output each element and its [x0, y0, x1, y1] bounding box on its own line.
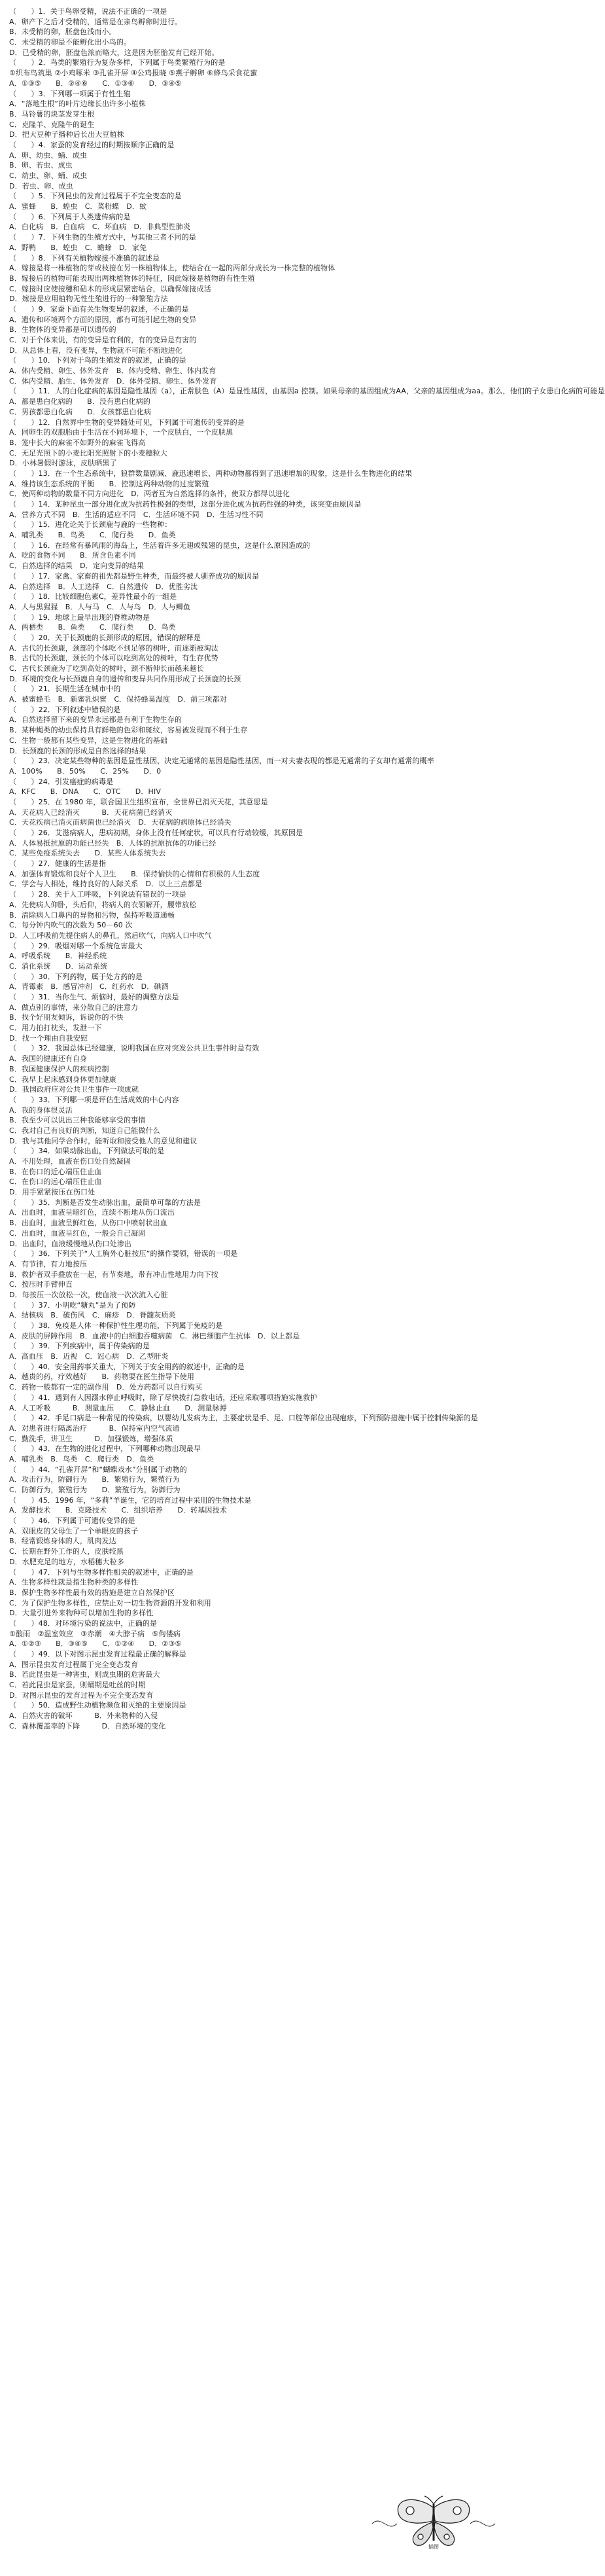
answer-option-line: A．100% B．50% C．25% D．0 [9, 766, 162, 776]
answer-option-line: A．我的身体很灵活 [9, 1105, 73, 1115]
question-stem: （ ）46．下列属于可遗传变异的是 [9, 1516, 135, 1526]
answer-option-line: A．古代的长颈鹿，颈部的个体吃不到足够的树叶，而逐渐被淘汰 [9, 643, 218, 653]
question-stem: （ ）40．安全用药事关重大，下列关于安全用药的叙述中，正确的是 [9, 1362, 245, 1371]
answer-option-line: D．嫁接是应用植物无性生殖进行的一种繁殖方法 [9, 295, 168, 304]
answer-option-line: D．出血时，血液缓慢地从伤口处渗出 [9, 1239, 132, 1248]
question-stem: （ ）6．下列属于人类遗传病的是 [9, 212, 131, 221]
answer-option-line: D．环境的变化与长颈鹿自身的遗传和变异共同作用形成了长颈鹿的长颈 [9, 674, 241, 683]
answer-option-line: D．人工呼吸前先提住病人的鼻孔，然后吹气，向病人口中吹气 [9, 931, 212, 940]
answer-option-line: D．小林暑假时游泳，皮肤晒黑了 [9, 459, 117, 468]
question-stem: （ ）9．家蚕下面有关生物变异的叙述，不正确的是 [9, 304, 189, 313]
answer-option-line: B．未受精的卵，胚盘色浅而小。 [9, 27, 116, 37]
question-stem: （ ）42．手足口病是一种常见的传染病，以婴幼儿发病为主，主要症状是手、足、口腔等部位出现疱疹，下列预防措施中属于控制传染源的是 [9, 1414, 478, 1423]
question-stem: （ ）5．下列昆虫的发育过程属于不完全变态的是 [9, 192, 182, 201]
answer-option-line: A．先使病人仰卧，头后仰，将病人的衣领解开，腰带放松 [9, 900, 197, 909]
answer-option-line: C．天花疾病已消灭而病菌也已经消灭 D．天花病的病原体已经消失 [9, 818, 232, 827]
answer-option-line: B．我至少可以说出三种我能够享受的事情 [9, 1116, 146, 1125]
answer-option-line: B．救护者双手叠放在一起，有节奏地，带有冲击性地用力向下按 [9, 1270, 218, 1279]
answer-option-line: D．用手紧紧按压在伤口处 [9, 1188, 95, 1197]
answer-option-line: C．用力拍打枕头，发泄一下 [9, 1024, 102, 1033]
question-stem: （ ）14．某种昆虫一部分进化成为抗药性极强的类型，这部分进化成为抗药性强的种类，该突变由原因是 [9, 500, 362, 509]
answer-option-line: C．按压时手臂伸直 [9, 1280, 73, 1289]
answer-option-line: A．维持该生态系统的平衡 B．控制这两种动物的过度繁殖 [9, 479, 209, 488]
answer-option-line: D．水肥充足的地方，水稻穗大粒多 [9, 1557, 124, 1566]
question-stem: （ ）16．在经常有暴风雨的海岛上，生活着许多无翅或残翅的昆虫，这是什么原因造成的 [9, 541, 311, 550]
answer-option-line: C．使两种动物的数量不同方向进化 D．两者互为自然选择的条件，使双方都得以进化 [9, 490, 290, 499]
answer-option-line: D．若虫、卵、成虫 [9, 181, 73, 190]
answer-option-line: A．营养方式不同 B．生活的适应不同 C．生活环境不同 D．生活习性不同 [9, 510, 264, 519]
answer-option-line: A．都是患白化病的 B．没有患白化病的 [9, 397, 151, 406]
answer-option-line: B．在伤口的近心端压住止血 [9, 1167, 102, 1176]
question-stem: （ ）33．下列哪一项是评估生活成效的中心内容 [9, 1095, 179, 1104]
question-list [9, 7, 605, 1732]
answer-option-line: A．①②③ B．③④⑤ C．①②④ D．②③⑤ [9, 1639, 182, 1649]
answer-option-line: A．自然灾害的破坏 B．外来物种的入侵 [9, 1711, 158, 1721]
answer-option-line: A．做点别的事情，来分散自己的注意力 [9, 1003, 139, 1012]
answer-option-line: D．每按压一次放松一次，使血液一次次流入心脏 [9, 1290, 168, 1299]
answer-option-line: B．若此昆虫是一种害虫，则成虫期的危害最大 [9, 1670, 160, 1679]
question-stem: （ ）44．“孔雀开屏”和“蝴蝶戏水”分别属于动物的 [9, 1465, 187, 1474]
answer-option-line: A．人工呼吸 B．测量血压 C．静脉止血 D．测量脉搏 [9, 1403, 227, 1412]
answer-option-line: A．吃的食物不同 B．所含色素不同 [9, 551, 136, 560]
question-stem: （ ）43．在生物的进化过程中，下列哪种动物出现最早 [9, 1444, 201, 1454]
answer-option-line: A．对患者进行隔离治疗 B．保持室内空气流通 [9, 1423, 180, 1433]
answer-option-line: C．我对自己有良好的判断，知道自己能做什么 [9, 1126, 160, 1135]
answer-option-line: C．无足光照下的小麦比阳光照射下的小麦穗粒大 [9, 448, 167, 457]
answer-option-line: D．我与其他同学合作时，能听取和接受他人的意见和建议 [9, 1136, 198, 1145]
question-stem: （ ）1．关于鸟卵受精，说法不正确的一项是 [9, 7, 167, 16]
answer-option-line: D．大量引进外来物种可以增加生物的多样性 [9, 1609, 154, 1618]
answer-option-line: B．我国健康保护人的疾病控制 [9, 1064, 109, 1073]
question-stem: （ ）20．关于长颈鹿的长颈形成的原因，错误的解释是 [9, 633, 201, 642]
question-stem: （ ）23．决定某些物种的基因是显性基因，决定无通常的基因是隐性基因，而一对夫妻表现的都是无通常的子女却有通常的概率 [9, 757, 434, 766]
question-stem: （ ）21．长期生活在城市中的 [9, 685, 121, 694]
answer-option-line: B．古代的长颈鹿，颈长的个体可以吃到高处的树叶，有生存优势 [9, 654, 218, 663]
answer-option-line: A．自然选择留下来的变异永远都是有利于生物生存的 [9, 715, 182, 724]
answer-option-line: C．某些免疫系统失去 D．某些人体系统失去 [9, 849, 166, 858]
answer-option-line: C．男孩都患白化病 D．女孩都患白化病 [9, 407, 152, 416]
answer-option-line: D．我国政府应对公共卫生事件一项成就 [9, 1085, 139, 1094]
question-stem: （ ）49．以下对图示昆虫发育过程最正确的解释是 [9, 1650, 186, 1658]
question-stem: （ ）24．引发癌症的病毒是 [9, 777, 114, 786]
answer-option-line: A．卵产下之后才受精的，通常是在亲鸟孵卵时进行。 [9, 17, 182, 26]
answer-option-line: A．攻击行为，防御行为 B．繁殖行为，繁殖行为 [9, 1475, 180, 1484]
answer-option-line: A．哺乳类 B．鸟类 C．爬行类 D．鱼类 [9, 1454, 154, 1463]
question-stem: （ ）19．地球上最早出现的脊椎动物是 [9, 613, 150, 622]
question-stem: （ ）11．人的白化症病的基因是隐性基因（a），正常肤色（A）是显性基因，由基因a 控制。如果母亲的基因组成为AA，父亲的基因组成为aa。那么，他们的子女患白化病的可能是 [9, 387, 605, 396]
answer-option-line: A．“落地生根”的叶片边缘长出许多小植株 [9, 99, 146, 109]
answer-option-line: A．自然选择 B．人工选择 C．自然遗传 D．优胜劣汰 [9, 582, 198, 591]
answer-option-line: A．生物多样性就是指生物种类的多样性 [9, 1578, 139, 1587]
answer-option-line: B．保护生物多样性最有效的措施是建立自然保护区 [9, 1588, 175, 1597]
question-stem: （ ）47．下列与生物多样性相关的叙述中，正确的是 [9, 1567, 194, 1577]
answer-option-line: A．双眼皮的父母生了一个单眼皮的孩子 [9, 1526, 139, 1535]
question-stem: （ ）13．在一个生态系统中，狼群数量剧减、鹿迅速增长、两种动物都得到了迅速增加的现象，这是什么生物进化的结果 [9, 469, 413, 478]
answer-option-line: A．高血压 B．近视 C．冠心病 D．乙型肝炎 [9, 1352, 169, 1361]
question-stem: （ ）7．下列生物的生殖方式中，与其他三者不同的是 [9, 233, 196, 242]
answer-option-line: ①织布鸟筑巢 ②小鸡啄米 ③孔雀开屏 ④公鸡报晓 ⑤燕子孵卵 ⑥蜂鸟采食花蜜 [9, 69, 258, 78]
question-stem: （ ）17．家禽、家畜的祖先都是野生种类，而最终被人驯养成功的原因是 [9, 571, 260, 581]
answer-option-line: A．KFC B．DNA C．OTC D．HIV [9, 787, 162, 796]
question-stem: （ ）34．如果动脉出血，下列做法可取的是 [9, 1147, 165, 1156]
answer-option-line: C．长期在野外工作的人，皮肤较黑 [9, 1547, 124, 1556]
question-stem: （ ）27．健康的生活是指 [9, 859, 107, 868]
question-stem: （ ）30．下列药物，属于处方药的是 [9, 972, 143, 981]
answer-option-line: A．白化病 B．白血病 C．坏血病 D．非典型性肺炎 [9, 223, 191, 232]
question-stem: （ ）50．造成野生动植物濒危和灭绝的主要原因是 [9, 1701, 186, 1710]
answer-option-line: C．防御行为，繁殖行为 D．繁殖行为，防御行为 [9, 1486, 181, 1494]
answer-option-line: C．未受精的卵是不能孵化出小鸟的。 [9, 38, 131, 47]
question-stem: （ ）38．免疫是人体一种保护性生理功能，下列属于免疫的是 [9, 1321, 223, 1330]
question-stem: （ ）3．下列哪一项属于有性生殖 [9, 89, 131, 98]
question-stem: （ ）10．下列对于鸟的生殖发育的叙述，正确的是 [9, 356, 186, 365]
answer-option-line: A．遗传和环境两个方面的原因，都有可能引起生物的变异 [9, 315, 197, 324]
question-stem: （ ）25．在 1980 年，联合国卫生组织宣布，全世界已消灭天花，其意思是 [9, 797, 268, 806]
answer-option-line: B．某种蝇类的幼虫保持具有鲜艳的色彩和斑纹，容易被发现而不利于生存 [9, 726, 248, 735]
answer-option-line: C．若此昆虫是家蚕，则蛹期是吐丝的时期 [9, 1681, 146, 1690]
answer-option-line: C．生物一般都有某些变异，这是生物进化的基础 [9, 736, 167, 745]
answer-option-line: C．克隆羊、克隆牛的诞生 [9, 120, 95, 129]
answer-option-line: B．清除病人口鼻内的异物和污物，保持呼吸道通畅 [9, 910, 175, 920]
question-stem: （ ）22．下列叙述中错误的是 [9, 705, 121, 714]
answer-option-line: A．嫁接是将一株植物的芽或枝接在另一株植物体上，使结合在一起的两部分成长为一株完整的植物体 [9, 264, 336, 273]
answer-option-line: A．图示昆虫发育过程属于完全变态发育 [9, 1660, 139, 1669]
answer-option-line: C．在伤口的远心端压住止血 [9, 1177, 102, 1187]
answer-option-line: A．有节律，有力地按压 [9, 1259, 88, 1268]
answer-option-line: A．越贵的药，疗效越好 B．药物要在医生指导下使用 [9, 1372, 194, 1382]
answer-option-line: C．森林覆盖率的下降 D．自然环境的变化 [9, 1721, 166, 1730]
answer-option-line: B．生物体的变异都是可以遗传的 [9, 325, 116, 334]
answer-option-line: D．把大豆种子播种后长出大豆植株 [9, 130, 124, 139]
answer-option-line: A．被蜜蜂毛 B．新蜜乳炽蜜 C．保持蜂巢温度 D．前三项都对 [9, 695, 227, 704]
answer-option-line: C．嫁接时应使接穗和砧木的形成层紧密结合，以确保嫁接成活 [9, 284, 211, 293]
answer-option-line: A．加强体育锻炼和良好个人卫生 B．保持愉快的心情和有积极的人生态度 [9, 869, 260, 878]
answer-option-line: A．人与黑猩猩 B．人与马 C．人与鸟 D．人与鲫鱼 [9, 602, 191, 611]
answer-option-line: B．笼中长大的麻雀不如野外的麻雀飞得高 [9, 438, 146, 447]
question-stem: （ ）12．自然界中生物的变异随处可见，下列属于可遗传的变异的是 [9, 418, 245, 427]
question-stem: （ ）26．艾滋病病人，患病初期，身体上没有任何症状，可以具有行动较缓，其原因是 [9, 829, 303, 837]
question-stem: （ ）41．遇到有人因溺水停止呼吸时，除了尽快拨打急救电话，还应采取哪项措施实施救护 [9, 1393, 318, 1402]
answer-option-line: D．长颈鹿的长颈的形成是自然选择的结果 [9, 746, 147, 755]
answer-option-line: A．卵、幼虫、蛹、成虫 [9, 151, 88, 160]
answer-option-line: B．嫁接后的植物可能表现出两株植物体的特征，因此嫁接是植物的有性生殖 [9, 274, 255, 283]
answer-option-line: C．体内受精、胎生、体外发育 D．体外受精、卵生、体外发育 [9, 376, 217, 385]
answer-option-line: A．结核病 B．破伤风 C．麻疹 D．脊髓灰质炎 [9, 1311, 176, 1320]
answer-option-line: A．出血时，血液呈暗红色，连续不断地从伤口流出 [9, 1208, 175, 1217]
answer-option-line: B．马铃薯的块茎发芽生根 [9, 109, 95, 118]
question-stem: （ ）48．对环境污染的说法中，正确的是 [9, 1619, 158, 1628]
answer-option-line: A．天花病人已经消灭 B．天花病菌已经消灭 [9, 808, 173, 817]
answer-option-line: C．学会与人相处，维持良好的人际关系 D．以上三点都是 [9, 880, 203, 889]
question-stem: （ ）31．当你生气、烦恼时，最好的调整方法是 [9, 993, 179, 1001]
answer-option-line: C．药物一般都有一定的副作用 D．处方药都可以自行购买 [9, 1383, 203, 1392]
answer-option-line: A．发酵技术 B．克隆技术 C．组织培养 D．转基因技术 [9, 1506, 227, 1515]
answer-option-line: D．找一个理由自我安慰 [9, 1033, 88, 1043]
answer-option-line: A．不用处理，血液在伤口处自然凝固 [9, 1157, 131, 1166]
answer-option-line: C．消化系统 D．运动系统 [9, 961, 108, 971]
question-stem: （ ）29．吸烟对哪一个系统危害最大 [9, 941, 143, 950]
answer-option-line: B．卵、若虫、成虫 [9, 161, 73, 170]
question-stem: （ ）45．1996 年，“多莉”羊诞生，它的培育过程中采用的生物技术是 [9, 1495, 252, 1505]
answer-option-line: C．我早上起床感到身体更加健康 [9, 1075, 116, 1084]
question-stem: （ ）37．小明吃“糖丸”是为了预防 [9, 1300, 136, 1310]
answer-option-line: A．同卵生的双胞胎由于生活在不同环境下，一个皮肤白，一个皮肤黑 [9, 428, 233, 437]
question-stem: （ ）28．关于人工呼吸，下列说法有错误的一项是 [9, 890, 186, 899]
answer-option-line: B．出血时，血液呈鲜红色，从伤口中喷射状出血 [9, 1219, 167, 1228]
answer-option-line: A．两栖类 B．鱼类 C．爬行类 D．鸟类 [9, 623, 176, 632]
answer-option-line: A．呼吸系统 B．神经系统 [9, 952, 107, 961]
question-stem: （ ）15．进化论关于长颈鹿与鹿的一些物种： [9, 520, 172, 529]
answer-option-line: C．为了保护生物多样性，应禁止对一切生物资源的开发和利用 [9, 1598, 211, 1607]
question-stem: （ ）8．下列有关植物嫁接不准确的叙述是 [9, 253, 160, 262]
answer-option-line: D．从总体上看，没有变异，生物就不可能不断地进化 [9, 346, 183, 355]
question-stem: （ ）4．家蚕的发育经过的时期按顺序正确的是 [9, 140, 175, 149]
answer-option-line: D．对图示昆虫的发育过程为不完全变态发育 [9, 1690, 154, 1700]
answer-option-line: A．人体易抵抗原的功能已经失 B．人体的抗原抗体的功能已经 [9, 838, 216, 848]
answer-option-line: C．出血时，血液呈红色，一般会自己凝固 [9, 1228, 146, 1238]
question-stem: （ ）18．比较细胞色素C，差异性最小的一组是 [9, 592, 177, 601]
question-stem: （ ）2．鸟类的繁殖行为复杂多样，下列属于鸟类繁殖行为的是 [9, 58, 226, 67]
answer-option-line: A．①③⑤ B．②④⑥ C．①③⑥ D．③④⑤ [9, 79, 182, 88]
answer-option-line: A．体内受精、卵生、体外发育 B．体内受精、卵生、体内发育 [9, 367, 216, 376]
question-stem: （ ）39．下列疾病中，属于传染病的是 [9, 1342, 150, 1351]
butterfly-icon [368, 2495, 499, 2550]
ornament-label: 插图 [428, 2544, 439, 2550]
answer-option-line: B．经常锻炼身体的人，肌肉发达 [9, 1537, 116, 1546]
answer-option-line: C．古代长颈鹿为了吃到高处的树叶，颈不断伸长而越来越长 [9, 664, 204, 673]
answer-option-line: D．已受精的卵，胚盘色浓而略大，这是因为胚胎发育已经开始。 [9, 48, 219, 57]
answer-option-line: A．我国的健康还有自身 [9, 1054, 88, 1064]
answer-option-line: ①酸雨 ②温室效应 ③赤潮 ④大脖子病 ⑤佝偻病 [9, 1629, 181, 1638]
answer-option-line: C．对于个体来说，有的变异是有利的，有的变异是有害的 [9, 336, 197, 344]
answer-option-line: A．哺乳类 B．鸟类 C．爬行类 D．鱼类 [9, 531, 176, 540]
question-stem: （ ）36．下列关于“人工胸外心脏按压”的操作要领，错误的一项是 [9, 1249, 238, 1259]
answer-option-line: C．每分钟内吹气的次数为 50－60 次 [9, 921, 133, 930]
answer-option-line: C．幼虫、卵、蛹、成虫 [9, 171, 88, 180]
answer-option-line: A．皮肤的屏障作用 B．血液中的白细胞吞噬病菌 C．淋巴细胞产生抗体 D．以上都是 [9, 1331, 300, 1340]
answer-option-line: B．找个好朋友倾诉，诉说你的不快 [9, 1013, 124, 1022]
answer-option-line: A．蜜蜂 B．蝗虫 C．菜粉蝶 D．蚊 [9, 202, 147, 211]
answer-option-line: A．青霉素 B．感冒冲剂 C．红药水 D．碘酒 [9, 982, 169, 992]
answer-option-line: C．勤洗手，讲卫生 D．加强锻炼，增强体质 [9, 1434, 173, 1443]
question-stem: （ ）32．我国总体已经建康，说明我国在应对突发公共卫生事件时是有效 [9, 1044, 260, 1053]
answer-option-line: A．野鸭 B．蝗虫 C．蟾蜍 D．家兔 [9, 243, 147, 252]
answer-option-line: C．自然选择的结果 D．定向变异的结果 [9, 562, 144, 571]
question-stem: （ ）35．判断是否发生动脉出血，最简单可靠的方法是 [9, 1198, 201, 1207]
